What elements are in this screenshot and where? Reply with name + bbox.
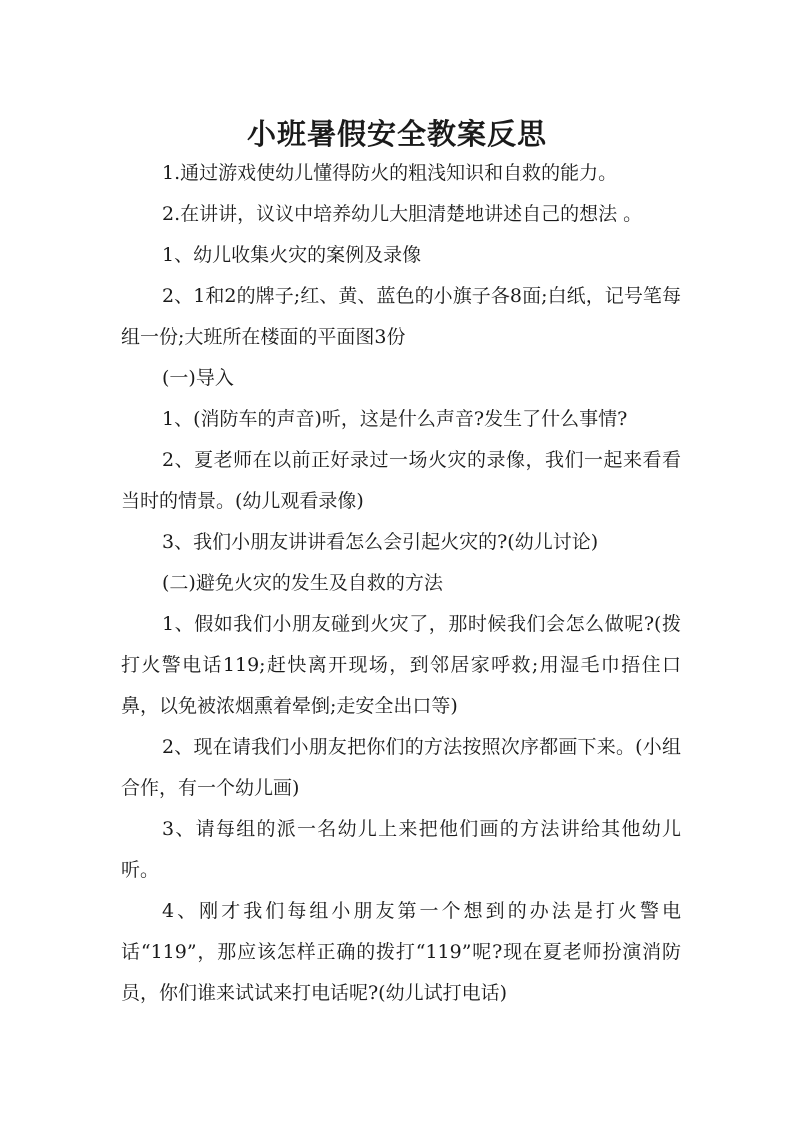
section-heading-avoid: (二)避免火灾的发生及自救的方法: [162, 572, 443, 594]
paragraph-intro-3: 3、我们小朋友讲讲看怎么会引起火灾的?(幼儿讨论): [162, 531, 599, 553]
paragraph-prep-1: 1、幼儿收集火灾的案例及录像: [162, 244, 422, 266]
paragraph-goal-1: 1.通过游戏使幼儿懂得防火的粗浅知识和自救的能力。: [162, 162, 618, 184]
paragraph-avoid-4: 4、刚才我们每组小朋友第一个想到的办法是打火警电话“119”，那应该怎样正确的拨打“119”呢?现在夏老师扮演消防员，你们谁来试试来打电话呢?(幼儿试打电话): [121, 900, 681, 1004]
document-body: [121, 153, 681, 1014]
paragraph-avoid-3: 3、请每组的派一名幼儿上来把他们画的方法讲给其他幼儿听。: [121, 818, 681, 881]
paragraph-prep-2: 2、1和2的牌子;红、黄、蓝色的小旗子各8面;白纸，记号笔每组一份;大班所在楼面的平面图3份: [121, 285, 681, 348]
page-title: 小班暑假安全教案反思: [246, 117, 547, 152]
paragraph-intro-1: 1、(消防车的声音)听，这是什么声音?发生了什么事情?: [162, 408, 628, 430]
section-heading-intro: (一)导入: [162, 367, 234, 389]
paragraph-avoid-2: 2、现在请我们小朋友把你们的方法按照次序都画下来。(小组合作，有一个幼儿画): [121, 736, 681, 799]
paragraph-goal-2: 2.在讲讲，议议中培养幼儿大胆清楚地讲述自己的想法 。: [162, 203, 643, 225]
paragraph-avoid-1: 1、假如我们小朋友碰到火灾了，那时候我们会怎么做呢?(拨打火警电话119;赶快离开现场，到邻居家呼救;用湿毛巾捂住口鼻，以免被浓烟熏着晕倒;走安全出口等): [121, 613, 681, 717]
paragraph-intro-2: 2、夏老师在以前正好录过一场火灾的录像，我们一起来看看当时的情景。(幼儿观看录像): [121, 449, 681, 512]
